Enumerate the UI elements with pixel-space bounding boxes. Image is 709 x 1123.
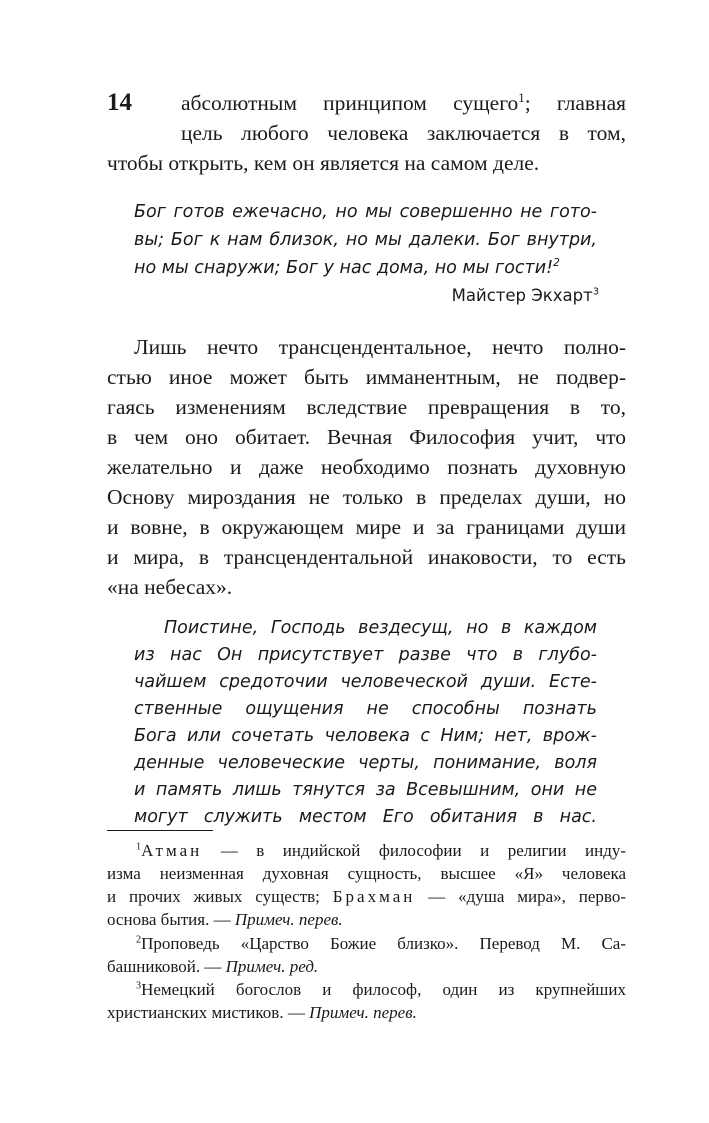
quote-line: Поистине, Господь вездесущ, но в каждом xyxy=(164,618,597,638)
quote-line: Бога или сочетать человека с Ним; нет, врож- xyxy=(134,726,597,746)
quote-line: денные человеческие черты, понимание, воля xyxy=(134,753,597,773)
text-line: Лишь нечто трансцендентальное, нечто полно- xyxy=(134,335,626,359)
footnote-line: основа бытия. — Примеч. перев. xyxy=(107,910,343,929)
footnote-line: христианских мистиков. — Примеч. перев. xyxy=(107,1003,417,1022)
quote-line: но мы снаружи; Бог у нас дома, но мы гости!$^2$ xyxy=(134,257,560,278)
footnote-number: 2 xyxy=(136,934,142,946)
page-number: 14 xyxy=(107,89,132,116)
quote-line: Бог готов ежечасно, но мы совершенно не гото- xyxy=(134,202,597,222)
footnote-line: изма неизменная духовная сущность, высшее «Я» человека xyxy=(107,864,626,883)
text-line: Основу мироздания не только в пределах души, но xyxy=(107,485,626,509)
footnote-divider xyxy=(107,830,213,831)
text-line: стью иное может быть имманентным, не подвер- xyxy=(107,365,626,389)
quote-line: чайшем средоточии человеческой души. Есте- xyxy=(134,672,597,692)
footnote-1: $^1$Атман — в индийской философии и религии инду- xyxy=(136,841,626,860)
text-line: гаясь изменениям вследствие превращения в то, xyxy=(107,395,626,419)
text-line: в чем оно обитает. Вечная Философия учит, что xyxy=(107,425,626,449)
footnote-line: башниковой. — Примеч. ред. xyxy=(107,957,319,976)
quote-attribution: Майстер Экхарт$^3$ xyxy=(451,286,599,305)
quote-line: и память лишь тянутся за Всевышним, они не xyxy=(134,780,597,800)
text-line: и мира, в трансцендентальной инаковости, то есть xyxy=(107,545,626,569)
quote-line: ственные ощущения не способны познать xyxy=(134,699,597,719)
footnote-ref[interactable]: 3 xyxy=(592,286,599,298)
footnote-2: $^2$Проповедь «Царство Божие близко». Перевод М. Са- xyxy=(136,934,626,953)
footnote-ref[interactable]: 1 xyxy=(518,90,525,105)
footnote-number: 1 xyxy=(136,841,142,853)
quote-line: могут служить местом Его обитания в нас. xyxy=(134,807,597,827)
text-line: цель любого человека заключается в том, xyxy=(181,121,626,145)
text-line: чтобы открыть, кем он является на самом деле. xyxy=(107,151,540,175)
text-line: желательно и даже необходимо познать духовную xyxy=(107,455,626,479)
text-line: «на небесах». xyxy=(107,575,233,599)
text-line: и вовне, в окружающем мире и за границами души xyxy=(107,515,626,539)
footnote-3: $^3$Немецкий богослов и философ, один из крупнейших xyxy=(136,980,626,999)
footnote-line: и прочих живых существ; Брахман — «душа мира», перво- xyxy=(107,887,626,906)
footnote-number: 3 xyxy=(136,980,142,992)
footnote-ref[interactable]: 2 xyxy=(553,257,560,270)
quote-line: вы; Бог к нам близок, но мы далеки. Бог внутри, xyxy=(134,230,597,250)
text-line: абсолютным принципом сущего$^1$; главная xyxy=(181,90,626,115)
quote-line: из нас Он присутствует разве что в глубо- xyxy=(134,645,597,665)
